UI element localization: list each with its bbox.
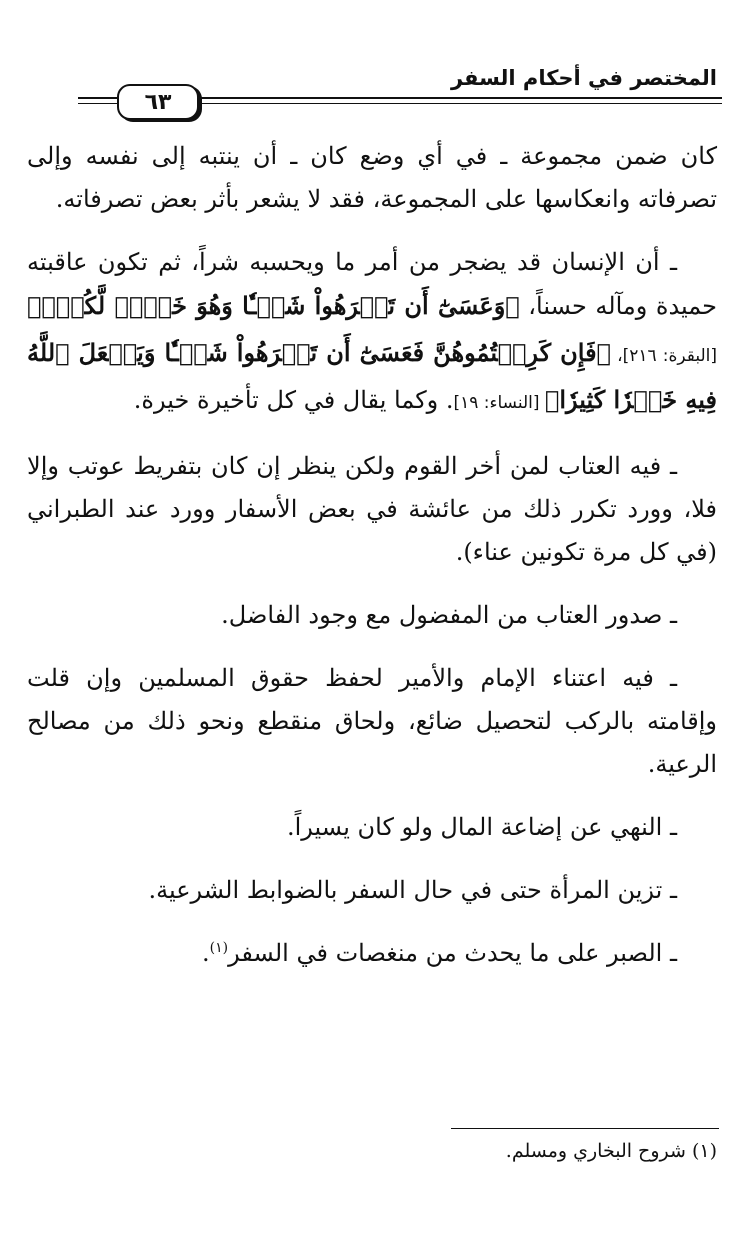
paragraph [27,932,717,975]
paragraph-text: ـ أن الإنسان قد يضجر من أمر ما ويحسبه شراً، ثم تكون عاقبته حميدة ومآله حسناً، [27,248,718,320]
paragraph-text: ـ الصبر على ما يحدث من منغصات في السفر [228,939,677,967]
quran-verse: ﴿فَإِن كَرِهۡتُمُوهُنَّ فَعَسَىٰٓ أَن تَكۡرَهُواْ شَيۡـٔٗا وَيَجۡعَلَ ٱللَّهُ فِيهِ خَيۡرٗا كَثِيرٗا﴾ [27,338,717,414]
page-body [27,135,717,975]
header-rule [78,97,120,99]
paragraph: كان ضمن مجموعة ـ في أي وضع كان ـ أن ينتبه إلى نفسه وإلى تصرفاته وانعكاسها على المجموعة، فقد لا يشعر بأثر بعض تصرفاته. [27,142,717,213]
paragraph: ـ صدور العتاب من المفضول مع وجود الفاضل. [221,601,677,629]
paragraph-text: . وكما يقال في كل تأخيرة خيرة. [133,386,454,414]
footnote-rule [451,1128,719,1129]
paragraph: ـ تزين المرأة حتى في حال السفر بالضوابط الشرعية. [148,876,677,904]
header-rule [200,97,722,99]
header-rule [200,103,722,104]
paragraph: ـ النهي عن إضاعة المال ولو كان يسيراً. [287,813,677,841]
paragraph [27,241,717,425]
verse-reference: [النساء: ١٩] [453,393,545,413]
verse-reference: [البقرة: ٢١٦]، [610,346,717,366]
footnote: (١) شروح البخاري ومسلم. [505,1140,717,1162]
running-header-title: المختصر في أحكام السفر [450,66,717,90]
paragraph: ـ فيه اعتناء الإمام والأمير لحفظ حقوق المسلمين وإن قلت وإقامته بالركب لتحصيل ضائع، ولحاق منقطع ونحو ذلك من مصالح الرعية. [27,664,717,778]
paragraph: ـ فيه العتاب لمن أخر القوم ولكن ينظر إن كان بتفريط عوتب وإلا فلا، وورد تكرر ذلك من عائشة في بعض الأسفار وورد عند الطبراني (في كل مرة تكونين عناء). [27,452,717,566]
footnote-marker: (١) [209,940,229,956]
paragraph-text: . [201,939,210,967]
page-number: ٦٣ [117,84,199,120]
quran-verse: ﴿وَعَسَىٰٓ أَن تَكۡرَهُواْ شَيۡـٔٗا وَهُوَ خَيۡرٞ لَّكُمۡۖ﴾ [27,291,520,320]
header-rule [78,103,120,104]
